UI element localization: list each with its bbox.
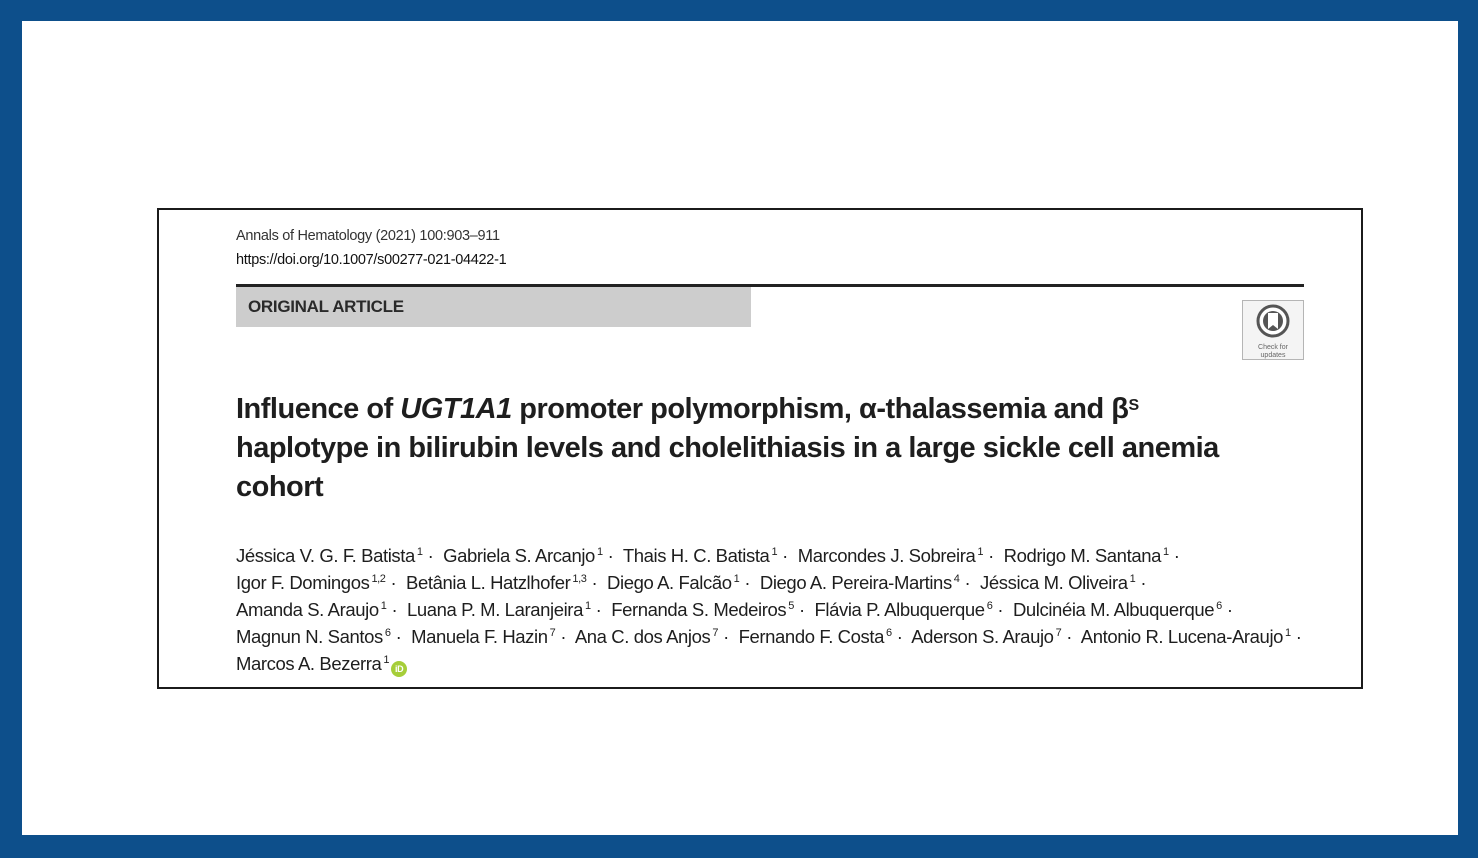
check-updates-line1: Check for bbox=[1258, 344, 1288, 351]
author-separator: · bbox=[1295, 626, 1302, 647]
author-separator: · bbox=[1173, 545, 1180, 566]
author[interactable] bbox=[236, 545, 438, 566]
author[interactable] bbox=[980, 572, 1151, 593]
author-separator: · bbox=[427, 545, 434, 566]
author-separator: · bbox=[595, 599, 602, 620]
author-affiliation: 1 bbox=[584, 600, 591, 612]
author-name[interactable]: Magnun N. Santos bbox=[236, 626, 383, 647]
author-affiliation: 1,2 bbox=[371, 573, 386, 585]
article-header-card bbox=[157, 208, 1363, 689]
doi-link[interactable]: https://doi.org/10.1007/s00277-021-04422-1 bbox=[236, 252, 507, 268]
author-separator: · bbox=[896, 626, 903, 647]
author-name[interactable]: Antonio R. Lucena-Araujo bbox=[1080, 626, 1284, 647]
author-affiliation: 1 bbox=[1129, 573, 1136, 585]
author-name[interactable]: Amanda S. Araujo bbox=[236, 599, 379, 620]
author-affiliation: 1 bbox=[1285, 627, 1291, 639]
author-name[interactable]: Igor F. Domingos bbox=[236, 572, 370, 593]
author-separator: · bbox=[607, 545, 614, 566]
author-name[interactable]: Dulcinéia M. Albuquerque bbox=[1012, 599, 1215, 620]
author-name[interactable]: Fernanda S. Medeiros bbox=[611, 599, 787, 620]
author-affiliation: 6 bbox=[886, 627, 892, 639]
author-affiliation: 1 bbox=[416, 546, 423, 558]
author-affiliation: 1 bbox=[1162, 546, 1169, 558]
author-affiliation: 6 bbox=[1216, 600, 1222, 612]
author-separator: · bbox=[395, 626, 402, 647]
article-type-banner: ORIGINAL ARTICLE bbox=[236, 287, 751, 327]
author-name[interactable]: Manuela F. Hazin bbox=[411, 626, 548, 647]
author-affiliation: 1 bbox=[380, 600, 387, 612]
author-affiliation: 1 bbox=[596, 546, 603, 558]
author[interactable] bbox=[407, 599, 606, 620]
author[interactable] bbox=[1013, 599, 1238, 620]
author-separator: · bbox=[723, 626, 729, 647]
author[interactable] bbox=[406, 572, 602, 593]
author-name[interactable]: Flávia P. Albuquerque bbox=[814, 599, 985, 620]
author[interactable] bbox=[611, 599, 810, 620]
author[interactable] bbox=[607, 572, 755, 593]
author[interactable] bbox=[236, 626, 406, 647]
author-name[interactable]: Thais H. C. Batista bbox=[622, 545, 770, 566]
author-affiliation: 7 bbox=[712, 627, 719, 639]
title-part3: haplotype in bilirubin levels and cholelithiasis in a large sickle cell anemia cohort bbox=[236, 432, 1219, 503]
author-separator: · bbox=[997, 599, 1004, 620]
author-separator: · bbox=[1226, 599, 1233, 620]
author[interactable] bbox=[814, 599, 1008, 620]
orcid-icon[interactable]: iD bbox=[391, 661, 407, 677]
author[interactable] bbox=[739, 626, 908, 647]
author-name[interactable]: Jéssica M. Oliveira bbox=[980, 572, 1128, 593]
author-affiliation: 7 bbox=[549, 627, 556, 639]
title-part1: Influence of bbox=[236, 393, 401, 425]
author-name[interactable]: Marcos A. Bezerra bbox=[236, 653, 382, 674]
author-separator: · bbox=[1066, 626, 1073, 647]
author-name[interactable]: Diego A. Falcão bbox=[607, 572, 732, 593]
author-affiliation: 1 bbox=[771, 546, 778, 558]
author-name[interactable]: Diego A. Pereira-Martins bbox=[759, 572, 952, 593]
journal-citation: Annals of Hematology (2021) 100:903–911 bbox=[236, 228, 500, 244]
author[interactable] bbox=[443, 545, 618, 566]
author[interactable] bbox=[1081, 626, 1307, 647]
author[interactable] bbox=[236, 599, 402, 620]
author-affiliation: 4 bbox=[953, 573, 960, 585]
author-name[interactable]: Rodrigo M. Santana bbox=[1003, 545, 1161, 566]
author-separator: · bbox=[988, 545, 994, 566]
author-separator: · bbox=[744, 572, 751, 593]
author-name[interactable]: Aderson S. Araujo bbox=[911, 626, 1054, 647]
author-affiliation: 5 bbox=[788, 600, 794, 612]
author-name[interactable]: Jéssica V. G. F. Batista bbox=[236, 545, 415, 566]
author-list bbox=[236, 542, 1316, 677]
author-affiliation: 7 bbox=[1055, 627, 1062, 639]
author[interactable] bbox=[1004, 545, 1185, 566]
author-affiliation: 1 bbox=[383, 654, 390, 666]
author-separator: · bbox=[782, 545, 788, 566]
author-name[interactable]: Fernando F. Costa bbox=[738, 626, 885, 647]
author[interactable] bbox=[236, 572, 401, 593]
author[interactable] bbox=[798, 545, 999, 566]
author-name[interactable]: Ana C. dos Anjos bbox=[574, 626, 711, 647]
article-title bbox=[236, 390, 1236, 507]
author[interactable] bbox=[236, 653, 407, 674]
author-name[interactable]: Betânia L. Hatzlhofer bbox=[406, 572, 571, 593]
title-gene: UGT1A1 bbox=[400, 393, 512, 425]
page-frame bbox=[22, 21, 1458, 835]
author-affiliation: 1,3 bbox=[572, 573, 587, 585]
author-affiliation: 6 bbox=[986, 600, 993, 612]
author-name[interactable]: Gabriela S. Arcanjo bbox=[443, 545, 595, 566]
author-separator: · bbox=[390, 572, 397, 593]
author-affiliation: 1 bbox=[977, 546, 984, 558]
check-for-updates-button[interactable] bbox=[1242, 300, 1304, 360]
author[interactable] bbox=[760, 572, 975, 593]
author-separator: · bbox=[964, 572, 971, 593]
author[interactable] bbox=[411, 626, 571, 647]
title-part2: promoter polymorphism, α-thalassemia and β bbox=[511, 393, 1129, 425]
author-separator: · bbox=[560, 626, 567, 647]
author-name[interactable]: Marcondes J. Sobreira bbox=[797, 545, 976, 566]
author-name[interactable]: Luana P. M. Laranjeira bbox=[406, 599, 583, 620]
author-separator: · bbox=[1140, 572, 1147, 593]
author[interactable] bbox=[911, 626, 1077, 647]
author-affiliation: 1 bbox=[733, 573, 740, 585]
title-superscript: S bbox=[1128, 397, 1139, 414]
author[interactable] bbox=[623, 545, 793, 566]
author-separator: · bbox=[591, 572, 598, 593]
author[interactable] bbox=[575, 626, 734, 647]
author-affiliation: 6 bbox=[384, 627, 391, 639]
author-separator: · bbox=[391, 599, 398, 620]
author-separator: · bbox=[798, 599, 805, 620]
check-updates-line2: updates bbox=[1260, 352, 1286, 359]
crossmark-icon bbox=[1256, 304, 1290, 338]
